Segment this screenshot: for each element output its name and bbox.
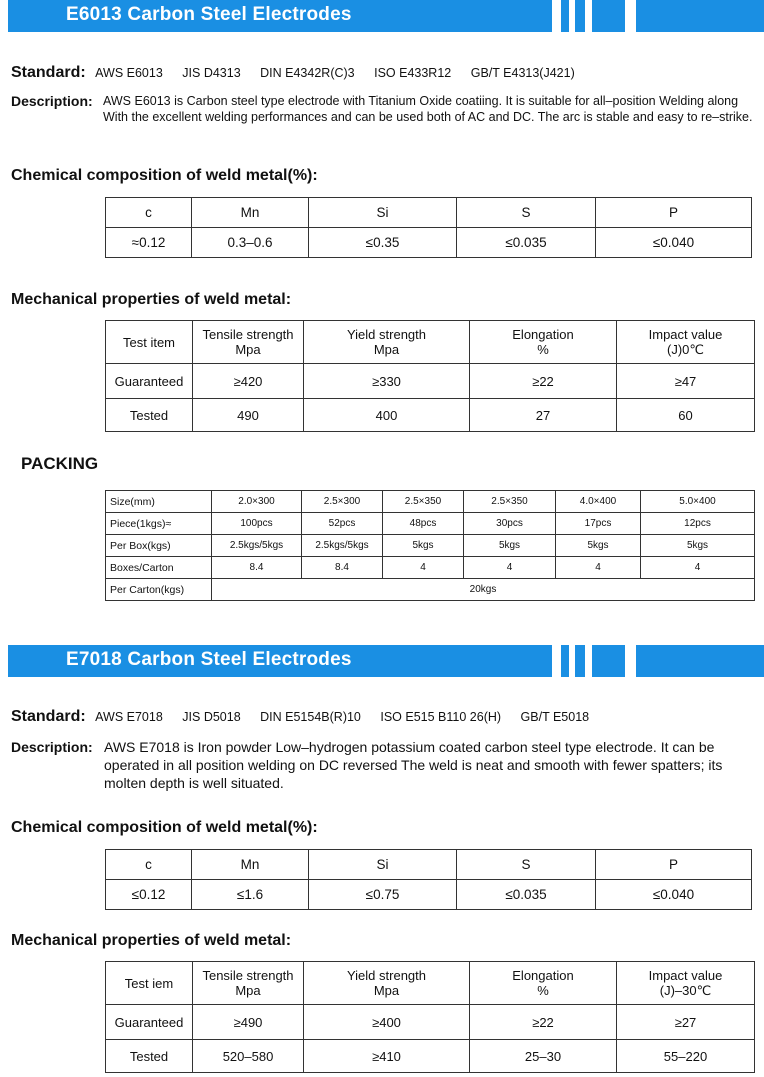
packing-row-label: Boxes/Carton bbox=[106, 557, 212, 579]
standard-item: ISO E515 B110 26(H) bbox=[380, 710, 502, 724]
standard-item: JIS D4313 bbox=[182, 66, 241, 80]
header-line: Tensile strength bbox=[202, 327, 294, 342]
mech-value: 60 bbox=[617, 399, 755, 432]
header-unit: (J)–30℃ bbox=[659, 982, 712, 998]
chem-header: Mn bbox=[192, 850, 309, 880]
e6013-chem-table bbox=[105, 197, 752, 258]
standard-item: AWS E7018 bbox=[95, 710, 163, 724]
packing-cell: 8.4 bbox=[212, 557, 302, 579]
mech-value: ≥330 bbox=[304, 364, 470, 399]
e6013-description bbox=[11, 94, 761, 125]
standard-item: DIN E5154B(R)10 bbox=[260, 710, 361, 724]
packing-cell: 2.5×300 bbox=[302, 491, 383, 513]
mech-value: ≥420 bbox=[193, 364, 304, 399]
banner-stripe bbox=[575, 0, 585, 32]
e7018-title: E7018 Carbon Steel Electrodes bbox=[66, 649, 352, 670]
mech-row-label: Guaranteed bbox=[106, 364, 193, 399]
packing-cell: 2.5kgs/5kgs bbox=[302, 535, 383, 557]
chem-header: c bbox=[106, 198, 192, 228]
e7018-standard-line bbox=[11, 708, 605, 726]
chem-header: Si bbox=[309, 198, 457, 228]
packing-cell: 5kgs bbox=[641, 535, 755, 557]
packing-cell: 2.0×300 bbox=[212, 491, 302, 513]
chem-header: Mn bbox=[192, 198, 309, 228]
header-line: Impact value bbox=[648, 967, 723, 983]
header-line: Tensile strength bbox=[202, 968, 294, 983]
standard-item: GB/T E5018 bbox=[520, 710, 590, 724]
packing-cell: 30pcs bbox=[464, 513, 556, 535]
mech-value: 520–580 bbox=[193, 1040, 304, 1073]
chem-value: ≈0.12 bbox=[106, 228, 192, 258]
chem-value: ≤0.12 bbox=[106, 880, 192, 910]
chem-value: ≤1.6 bbox=[192, 880, 309, 910]
mech-value: ≥22 bbox=[470, 364, 617, 399]
mech-row-label: Tested bbox=[106, 399, 193, 432]
mech-value: 490 bbox=[193, 399, 304, 432]
header-unit: Mpa bbox=[373, 342, 400, 357]
mech-header-elongation bbox=[470, 321, 617, 364]
mech-value: ≥27 bbox=[617, 1005, 755, 1040]
mech-value: 25–30 bbox=[470, 1040, 617, 1073]
e6013-title: E6013 Carbon Steel Electrodes bbox=[66, 4, 352, 25]
banner-stripe bbox=[561, 645, 569, 677]
standard-item: DIN E4342R(C)3 bbox=[260, 66, 355, 80]
standard-item: AWS E6013 bbox=[95, 66, 163, 80]
header-line: Yield strength bbox=[346, 968, 426, 983]
packing-row-label: Per Carton(kgs) bbox=[106, 579, 212, 601]
packing-cell: 2.5×350 bbox=[464, 491, 556, 513]
banner-stripe bbox=[575, 645, 585, 677]
packing-cell: 4 bbox=[556, 557, 641, 579]
chem-header: Si bbox=[309, 850, 457, 880]
description-text: AWS E6013 is Carbon steel type electrode with Titanium Oxide coatiing. It is suitable for all–position Welding along With the excellent welding performances and can be used both of AC and DC. The arc is stable and easy to re–strike. bbox=[103, 94, 753, 124]
e7018-mech-heading: Mechanical properties of weld metal: bbox=[11, 932, 292, 949]
chem-header: P bbox=[596, 850, 752, 880]
mech-row-label: Tested bbox=[106, 1040, 193, 1073]
header-unit: % bbox=[537, 983, 549, 998]
header-line: Impact value bbox=[648, 326, 723, 342]
mech-value: 55–220 bbox=[617, 1040, 755, 1073]
mech-value: ≥22 bbox=[470, 1005, 617, 1040]
packing-cell: 2.5×350 bbox=[383, 491, 464, 513]
packing-cell: 5kgs bbox=[383, 535, 464, 557]
mech-value: 27 bbox=[470, 399, 617, 432]
standard-label: Standard: bbox=[11, 64, 86, 81]
chem-header: P bbox=[596, 198, 752, 228]
e6013-mech-heading: Mechanical properties of weld metal: bbox=[11, 291, 292, 308]
e7018-banner bbox=[0, 645, 764, 677]
mech-header-yield bbox=[304, 962, 470, 1005]
banner-stripe bbox=[561, 0, 569, 32]
packing-row-label: Size(mm) bbox=[106, 491, 212, 513]
chem-value: ≤0.040 bbox=[596, 228, 752, 258]
header-unit: (J)0℃ bbox=[667, 341, 704, 357]
e6013-standard-line bbox=[11, 64, 591, 82]
chem-value: ≤0.040 bbox=[596, 880, 752, 910]
packing-cell: 12pcs bbox=[641, 513, 755, 535]
standard-label: Standard: bbox=[11, 708, 86, 725]
e7018-chem-heading: Chemical composition of weld metal(%): bbox=[11, 819, 318, 836]
header-unit: Mpa bbox=[373, 983, 400, 998]
mech-value: ≥47 bbox=[617, 364, 755, 399]
packing-heading: PACKING bbox=[21, 454, 99, 473]
chem-value: ≤0.35 bbox=[309, 228, 457, 258]
header-unit: Mpa bbox=[235, 983, 261, 998]
mech-header-tensile bbox=[193, 321, 304, 364]
packing-cell: 5kgs bbox=[556, 535, 641, 557]
mech-header-item: Test iem bbox=[106, 962, 193, 1005]
mech-header-yield bbox=[304, 321, 470, 364]
e6013-chem-heading: Chemical composition of weld metal(%): bbox=[11, 167, 318, 184]
header-unit: % bbox=[537, 342, 549, 357]
banner-stripe bbox=[636, 0, 764, 32]
packing-table bbox=[105, 490, 755, 601]
chem-value: ≤0.035 bbox=[457, 880, 596, 910]
chem-header: S bbox=[457, 198, 596, 228]
e6013-banner bbox=[0, 0, 764, 32]
mech-value: 400 bbox=[304, 399, 470, 432]
mech-header-elongation bbox=[470, 962, 617, 1005]
chem-header: c bbox=[106, 850, 192, 880]
packing-cell: 8.4 bbox=[302, 557, 383, 579]
chem-value: 0.3–0.6 bbox=[192, 228, 309, 258]
e6013-mech-table bbox=[105, 320, 755, 432]
mech-value: ≥490 bbox=[193, 1005, 304, 1040]
packing-cell: 100pcs bbox=[212, 513, 302, 535]
packing-cell: 17pcs bbox=[556, 513, 641, 535]
packing-cell: 4.0×400 bbox=[556, 491, 641, 513]
packing-cell: 2.5kgs/5kgs bbox=[212, 535, 302, 557]
packing-cell: 52pcs bbox=[302, 513, 383, 535]
e7018-description bbox=[11, 738, 761, 792]
packing-row-label: Piece(1kgs)≈ bbox=[106, 513, 212, 535]
packing-carton-value: 20kgs bbox=[212, 579, 755, 601]
header-line: Elongation bbox=[512, 327, 574, 342]
description-label: Description: bbox=[11, 739, 93, 755]
banner-stripe bbox=[636, 645, 764, 677]
packing-cell: 5.0×400 bbox=[641, 491, 755, 513]
packing-cell: 4 bbox=[383, 557, 464, 579]
mech-header-item: Test item bbox=[106, 321, 193, 364]
mech-header-tensile bbox=[193, 962, 304, 1005]
packing-cell: 4 bbox=[464, 557, 556, 579]
standard-item: GB/T E4313(J421) bbox=[470, 66, 575, 80]
chem-value: ≤0.035 bbox=[457, 228, 596, 258]
banner-stripe bbox=[592, 0, 625, 32]
header-unit: Mpa bbox=[235, 342, 261, 357]
chem-value: ≤0.75 bbox=[309, 880, 457, 910]
standard-item: ISO E433R12 bbox=[374, 66, 452, 80]
header-line: Yield strength bbox=[346, 327, 426, 342]
description-text: AWS E7018 is Iron powder Low–hydrogen potassium coated carbon steel type electrode. It can be operated in all position welding on DC reversed The weld is neat and smooth with fewer spatters; its molten depth is well situated. bbox=[104, 739, 723, 791]
mech-value: ≥410 bbox=[304, 1040, 470, 1073]
mech-header-impact bbox=[617, 321, 755, 364]
mech-row-label: Guaranteed bbox=[106, 1005, 193, 1040]
packing-cell: 4 bbox=[641, 557, 755, 579]
header-line: Elongation bbox=[512, 968, 574, 983]
packing-cell: 48pcs bbox=[383, 513, 464, 535]
packing-cell: 5kgs bbox=[464, 535, 556, 557]
e7018-chem-table bbox=[105, 849, 752, 910]
packing-row-label: Per Box(kgs) bbox=[106, 535, 212, 557]
e7018-mech-table bbox=[105, 961, 755, 1073]
standard-item: JIS D5018 bbox=[182, 710, 241, 724]
mech-header-impact bbox=[617, 962, 755, 1005]
mech-value: ≥400 bbox=[304, 1005, 470, 1040]
banner-stripe bbox=[592, 645, 625, 677]
description-label: Description: bbox=[11, 93, 93, 109]
chem-header: S bbox=[457, 850, 596, 880]
